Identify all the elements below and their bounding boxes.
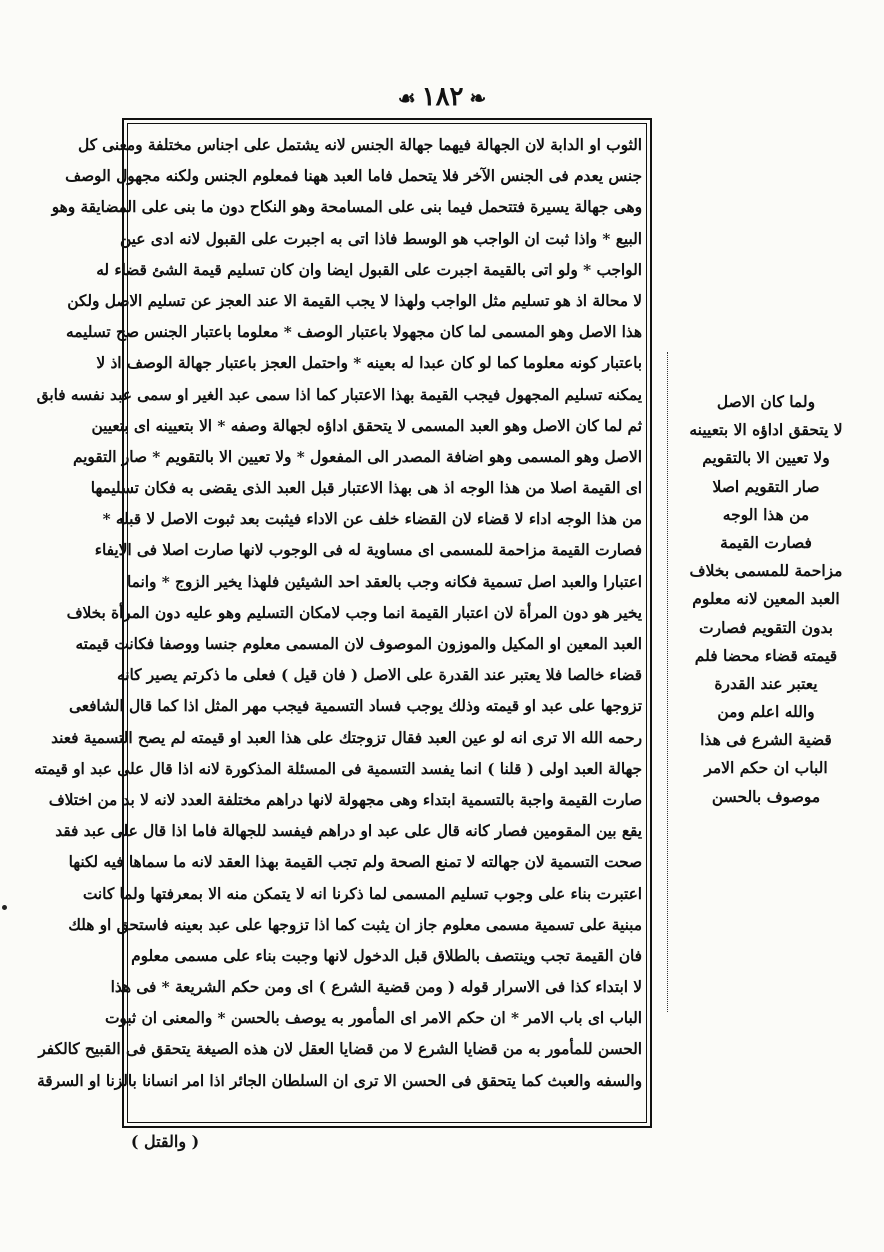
main-text-line: هذا الاصل وهو المسمى لما كان مجهولا باعتبار الوصف * معلوما باعتبار الجنس صح تسليمه — [66, 323, 642, 342]
main-text-line: الثوب او الدابة لان الجهالة فيهما جهالة الجنس لانه يشتمل على اجناس مختلفة ومعنى كل — [77, 136, 642, 154]
main-text-line: مبنية على تسمية مسمى معلوم جاز ان يثبت كما اذا تزوجها على عبد بعينه فاستحق او هلك — [68, 915, 642, 934]
main-text-line: الاصل وهو المسمى وهو اضافة المصدر الى المفعول * ولا تعيين الا بالتقويم * صار التقويم — [72, 447, 642, 466]
main-text-line: العبد المعين او المكيل والموزون الموصوف لان المسمى معلوم جنسا ووصفا فكانت قيمته — [75, 635, 642, 653]
main-text-line: صحت التسمية لان جهالته لا تمنع الصحة ولم تجب القيمة بهذا العقد لانه ما سماها فيه لكنها — [68, 853, 642, 872]
main-text-line: اعتبارا والعبد اصل تسمية فكانه وجب بالعقد احد الشيئين فلهذا يخير الزوج * وانما — [126, 572, 642, 591]
main-text-line: صارت القيمة واجبة بالتسمية ابتداء وهى مجهولة لانها دراهم مختلفة العدد لانه لا بد من اختلاف — [48, 790, 642, 809]
margin-note-line: الباب ان حكم الامر — [704, 758, 828, 778]
margin-note-line: قيمته قضاء محضا فلم — [694, 645, 838, 665]
page-number — [0, 82, 884, 112]
main-text-line: يخير هو دون المرأة لان اعتبار القيمة انما وجب لامكان التسليم وهو عليه دون المرأة بخلاف — [66, 603, 642, 622]
main-text-block — [34, 130, 642, 1097]
main-text-line: باعتبار كونه معلوما كما لو كان عبدا له بعينه * واحتمل العجز باعتبار جهالة الوصف اذ لا — [96, 354, 642, 373]
main-text-line: ثم لما كان الاصل وهو العبد المسمى لا يتحقق اداؤه لجهالة وصفه * الا بتعيينه اى بتعيين — [91, 416, 642, 435]
margin-note-line: بدون التقويم فصارت — [699, 617, 833, 637]
margin-note-line: يعتبر عند القدرة — [714, 673, 818, 693]
main-text-line: قضاء خالصا فلا يعتبر عند القدرة على الاصل ( فان قيل ) فعلى ما ذكرتم يصير كانه — [117, 666, 642, 685]
margin-note-line: قضية الشرع فى هذا — [700, 730, 832, 750]
main-text-line: جهالة العبد اولى ( قلنا ) انما يفسد التسمية فى المسئلة المذكورة لانه اذا قال على عبد او قيمته — [34, 759, 642, 778]
main-text-line: تزوجها على عبد او قيمته وذلك يوجب فساد التسمية فيجب مهر المثل اذا كما قال الشافعى — [68, 697, 642, 716]
margin-note-line: موصوف بالحسن — [711, 786, 821, 806]
main-text-line: فان القيمة تجب وينتصف بالطلاق قبل الدخول لانها وجبت بناء على مسمى معلوم — [131, 946, 642, 965]
main-text-line: الحسن للمأمور به من قضايا الشرع لا من قضايا العقل لان هذه الصيغة يتحقق فى القبيح كالكفر — [38, 1040, 642, 1059]
main-text-line: والسفه والعبث كما يتحقق فى الحسن الا ترى ان السلطان الجائر اذا امر انسانا بالزنا او السرقة — [37, 1071, 642, 1090]
main-text-line: جنس يعدم فى الجنس الآخر فلا يتحمل فاما العبد ههنا فمعلوم الجنس ولكنه مجهول الوصف — [65, 167, 642, 186]
main-text-line: فصارت القيمة مزاحمة للمسمى اى مساوية له فى الوجوب لانها صارت اصلا فى الايفاء — [94, 541, 642, 560]
page-number-value: ١٨٢ — [421, 82, 464, 112]
margin-note-line: ولما كان الاصل — [716, 392, 816, 411]
main-text-line: من هذا الوجه اداء لا قضاء لان القضاء خلف عن الاداء فيثبت بعد ثبوت الاصل لا قبله * — [102, 510, 642, 529]
margin-note-line: ولا تعيين الا بالتقويم — [702, 448, 830, 468]
main-text-line: البيع * واذا ثبت ان الواجب هو الوسط فاذا اتى به اجبرت على القبول لانه ادى عين — [120, 229, 642, 248]
page-edge-mark — [2, 905, 7, 910]
main-text-line: رحمه الله الا ترى انه لو عين العبد فقال تزوجتك على هذا العبد او قيمته لم يصح التسمية فعند — [51, 728, 642, 747]
main-text-line: الواجب * ولو اتى بالقيمة اجبرت على القبول ايضا وان كان تسليم قيمة الشئ قضاء له — [96, 260, 642, 279]
margin-note-line: العبد المعين لانه معلوم — [692, 589, 840, 609]
margin-note-line: فصارت القيمة — [720, 532, 812, 552]
margin-note-line: من هذا الوجه — [722, 504, 810, 524]
main-text-line: يقع بين المقومين فصار كانه قال على عبد او دراهم فيفسد للجهالة فاما اذا قال على عبد فقد — [55, 822, 642, 841]
main-text-line: الباب اى باب الامر * ان حكم الامر اى المأمور به يوصف بالحسن * والمعنى ان ثبوت — [105, 1009, 642, 1028]
margin-note-line: لا يتحقق اداؤه الا بتعيينه — [689, 420, 843, 440]
main-text-line: لا ابتداء كذا فى الاسرار قوله ( ومن قضية الشرع ) اى ومن حكم الشريعة * فى هذا — [110, 978, 642, 997]
main-text-line: وهى جهالة يسيرة فتتحمل فيما بنى على المسامحة وهو النكاح دون ما بنى على المضايقة وهو — [51, 198, 642, 217]
ornament-right: ☙ — [397, 86, 416, 110]
main-text-line: اى القيمة اصلا من هذا الوجه اذ هى بهذا الاعتبار قبل العبد الذى يقضى به فكان تسليمها — [90, 479, 642, 498]
margin-note-line: مزاحمة للمسمى بخلاف — [689, 561, 843, 581]
margin-note — [650, 388, 882, 811]
main-text-line: اعتبرت بناء على وجوب تسليم المسمى لما ذكرنا انه لا يتمكن منه الا بمعرفتها ولما كانت — [82, 884, 642, 903]
catchword: ( والقتل ) — [130, 1132, 200, 1151]
main-text-line: لا محالة اذ هو تسليم مثل الواجب ولهذا لا يجب القيمة الا عند العجز عن تسليم الاصل ولكن — [67, 291, 642, 310]
main-text-line: يمكنه تسليم المجهول فيجب القيمة بهذا الاعتبار كما اذا سمى عبد الغير او سمى عبد نفسه فابق — [36, 385, 642, 404]
margin-note-line: صار التقويم اصلا — [712, 476, 820, 496]
margin-note-line: والله اعلم ومن — [717, 702, 815, 722]
text-frame — [34, 118, 652, 1128]
ornament-left: ❧ — [469, 86, 487, 110]
